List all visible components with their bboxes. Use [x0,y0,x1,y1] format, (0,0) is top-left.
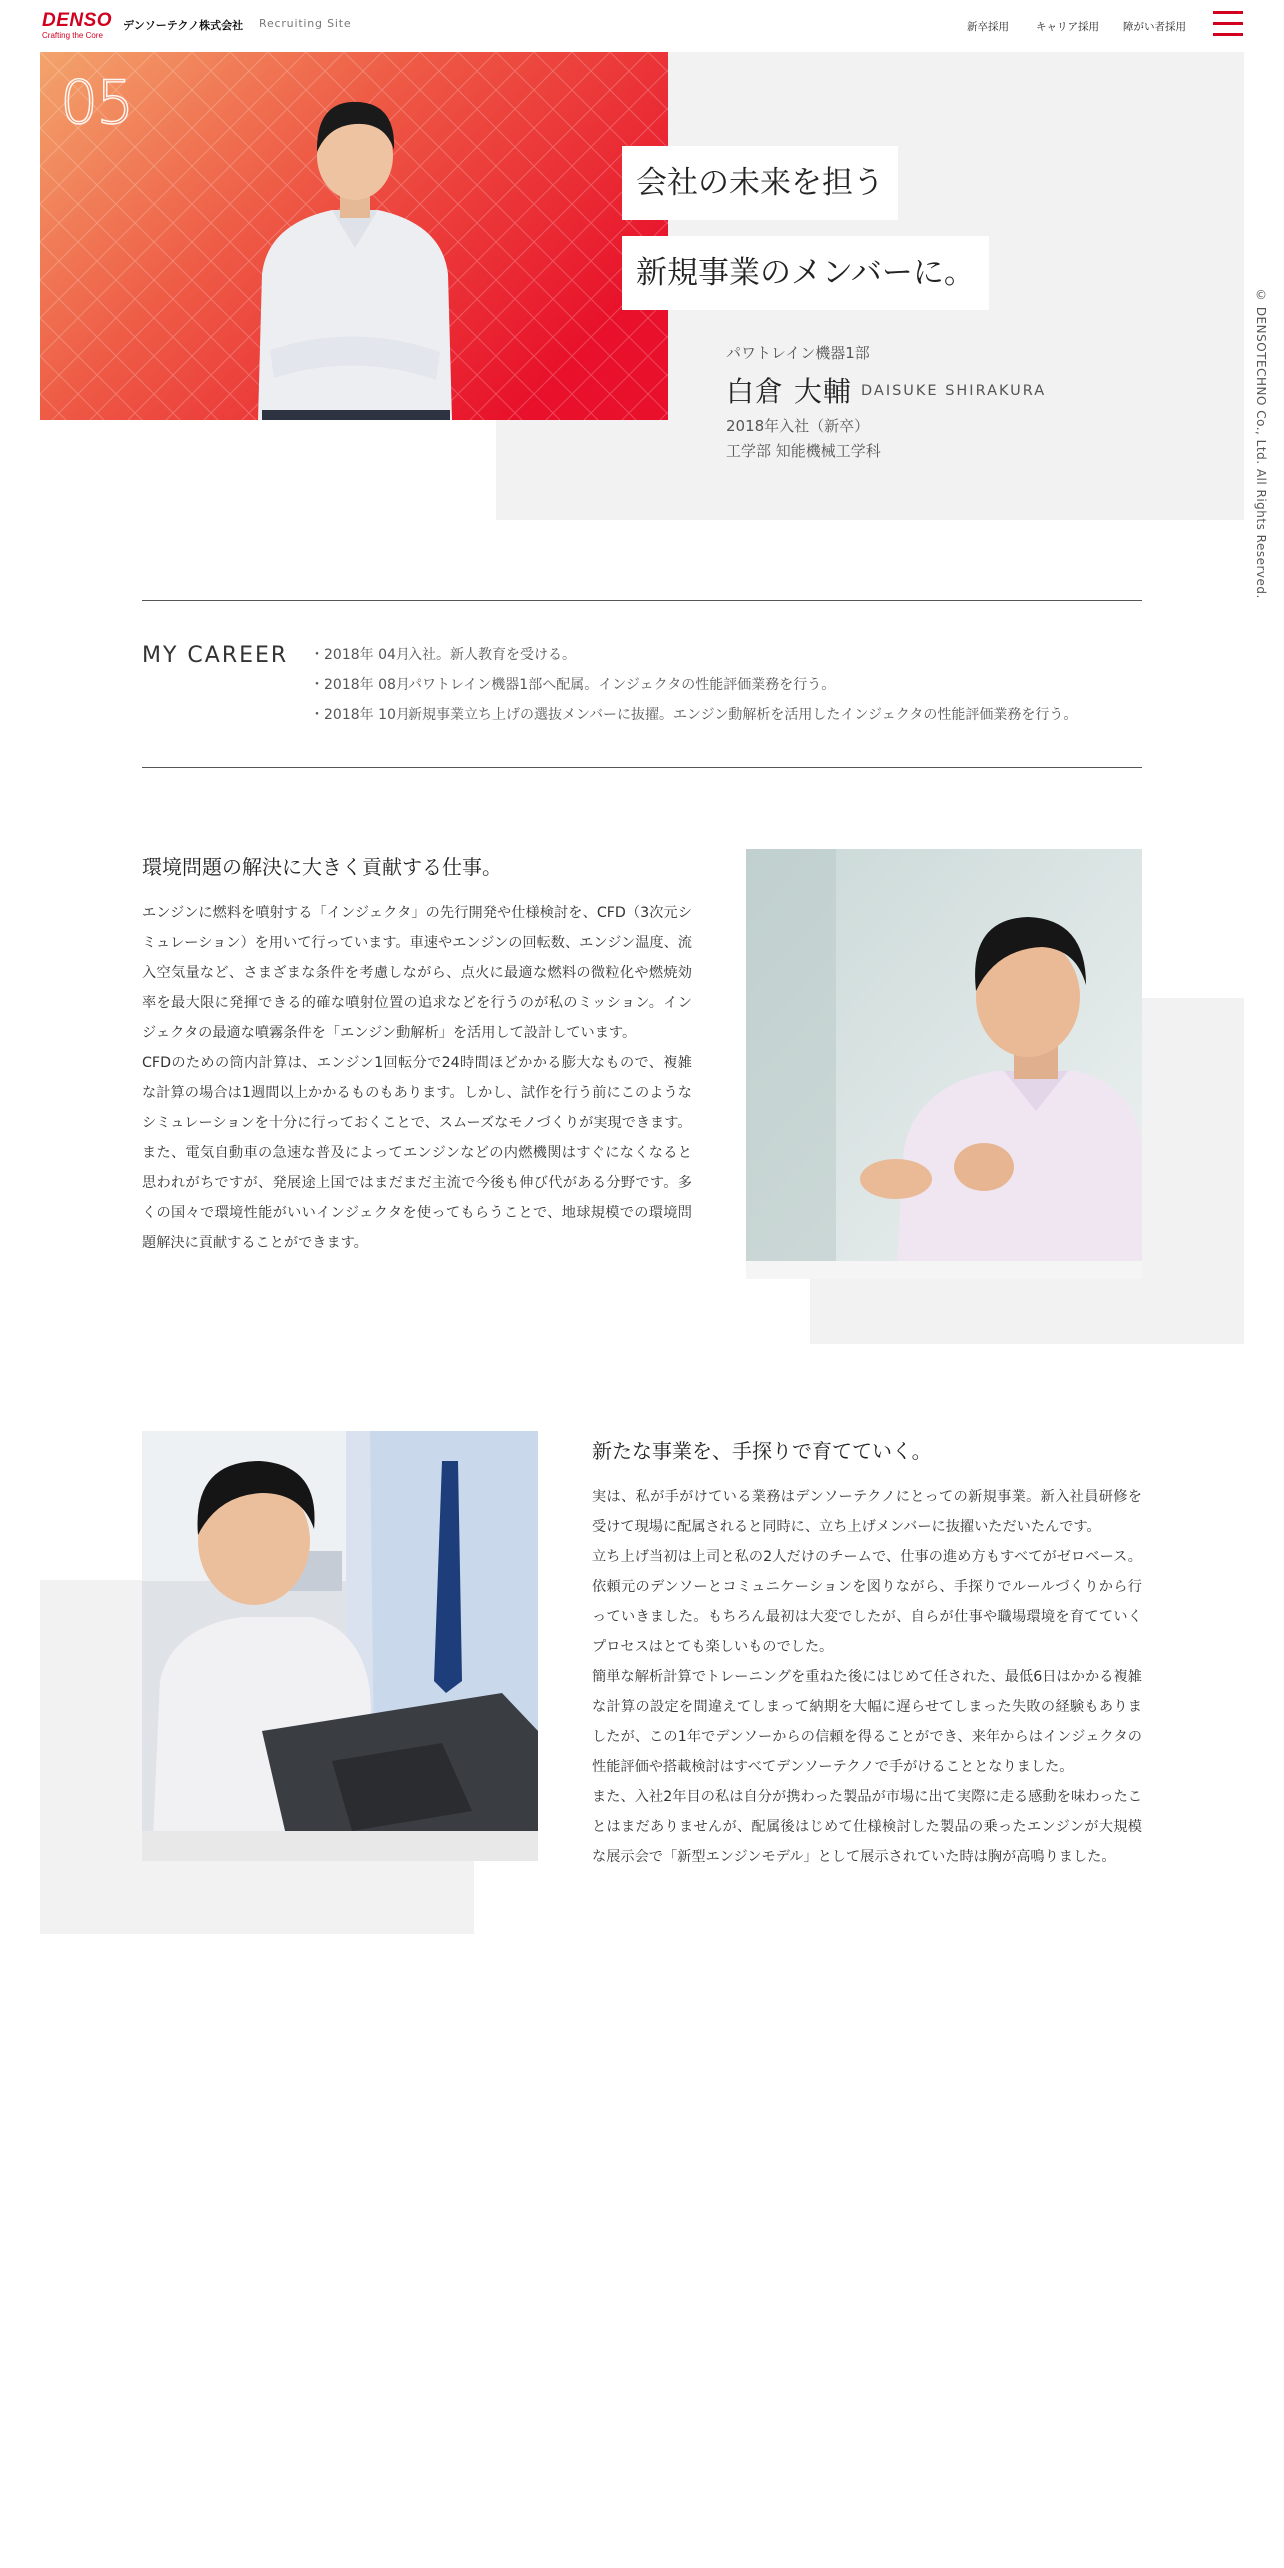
section1-interview-photo [746,849,1142,1279]
career-text: パワトレイン機器1部へ配属。インジェクタの性能評価業務を行う。 [408,677,836,693]
nav-career[interactable]: キャリア採用 [1036,21,1099,33]
logo-company[interactable]: デンソーテクノ株式会社 [123,19,244,32]
profile-number: 05 [60,68,133,138]
career-date: ・2018年 04月 [310,647,410,663]
site-header [0,0,1284,52]
hamburger-menu-icon[interactable] [1213,11,1243,37]
section2-body [592,1482,1142,1872]
copyright: © DENSOTECHNO Co., Ltd. All Rights Reserved. [1254,288,1268,599]
person-name-en: DAISUKE SHIRAKURA [861,383,1047,399]
career-date: ・2018年 08月 [310,677,410,693]
catch-line-1: 会社の未来を担う [622,146,898,220]
person-name: 白倉 大輔 [726,375,852,408]
section1-title: 環境問題の解決に大きく貢献する仕事。 [142,855,502,879]
faculty: 工学部 知能機械工学科 [726,442,881,460]
career-item [310,670,1077,700]
section1-paragraph: エンジンに燃料を噴射する「インジェクタ」の先行開発や仕様検討を、CFD（3次元シミュレーション）を用いて行っています。車速やエンジンの回転数、エンジン温度、流入空気量など、さまざまな条件を考慮しながら、点火に最適な燃料の微粒化や燃焼効率を最大限に発揮できる的確な噴射位置の追求などを行うのが私のミッション。インジェクタの最適な噴霧条件を「エンジン動解析」を活用して設計しています。 [142,905,692,1041]
section2-paragraph: また、入社2年目の私は自分が携わった製品が市場に出て実際に走る感動を味わったことはまだありませんが、配属後はじめて仕様検討した製品の乗ったエンジンが大規模な展示会で「新型エンジンモデル」として展示されていた時は胸が高鳴りました。 [592,1789,1142,1865]
section2-title: 新たな事業を、手探りで育てていく。 [592,1439,932,1463]
career-title: MY CAREER [142,643,289,668]
department: パワトレイン機器1部 [726,344,870,362]
join-year: 2018年入社（新卒） [726,417,870,435]
section2-paragraph: 立ち上げ当初は上司と私の2人だけのチームで、仕事の進め方もすべてがゼロベース。依頼元のデンソーとコミュニケーションを図りながら、手探りでルールづくりから行っていきました。もちろん最初は大変でしたが、自らが仕事や職場環境を育てていくプロセスはとても楽しいものでした。 [592,1549,1142,1655]
career-text: 新規事業立ち上げの選抜メンバーに抜擢。エンジン動解析を活用したインジェクタの性能評価業務を行う。 [408,707,1078,723]
catch-line-2: 新規事業のメンバーに。 [622,236,989,310]
hero-portrait-image [40,52,668,420]
nav-disability[interactable]: 障がい者採用 [1123,21,1186,33]
section1-body [142,898,692,1258]
career-date: ・2018年 10月 [310,707,410,723]
career-list [310,640,1077,730]
site-label: Recruiting Site [259,17,352,30]
nav-new-graduate[interactable]: 新卒採用 [967,21,1009,33]
career-bottom-divider [142,767,1142,768]
career-text: 入社。新人教育を受ける。 [408,647,576,663]
section2-paragraph: 簡単な解析計算でトレーニングを重ねた後にはじめて任された、最低6日はかかる複雑な計算の設定を間違えてしまって納期を大幅に遅らせてしまった失敗の経験もありましたが、この1年でデンソーからの信頼を得ることができ、来年からはインジェクタの性能評価や搭載検討はすべてデンソーテクノで手がけることとなりました。 [592,1669,1142,1775]
section1-paragraph: CFDのための筒内計算は、エンジン1回転分で24時間ほどかかる膨大なもので、複雑な計算の場合は1週間以上かかるものもあります。しかし、試作を行う前にこのようなシミュレーションを十分に行っておくことで、スムーズなモノづくりが実現できます。 [142,1055,692,1131]
section2-paragraph: 実は、私が手がけている業務はデンソーテクノにとっての新規事業。新入社員研修を受けて現場に配属されると同時に、立ち上げメンバーに抜擢いただいたんです。 [592,1489,1142,1535]
section2-work-photo [142,1431,538,1861]
section1-paragraph: また、電気自動車の急速な普及によってエンジンなどの内燃機関はすぐになくなると思われがちですが、発展途上国ではまだまだ主流で今後も伸び代がある分野です。多くの国々で環境性能がいいインジェクタを使ってもらうことで、地球規模での環境問題解決に貢献することができます。 [142,1145,692,1251]
career-top-divider [142,600,1142,601]
career-item [310,640,1077,670]
career-item [310,700,1077,730]
logo-tagline: Crafting the Core [42,31,103,40]
logo-brand[interactable]: DENSO [42,10,113,31]
